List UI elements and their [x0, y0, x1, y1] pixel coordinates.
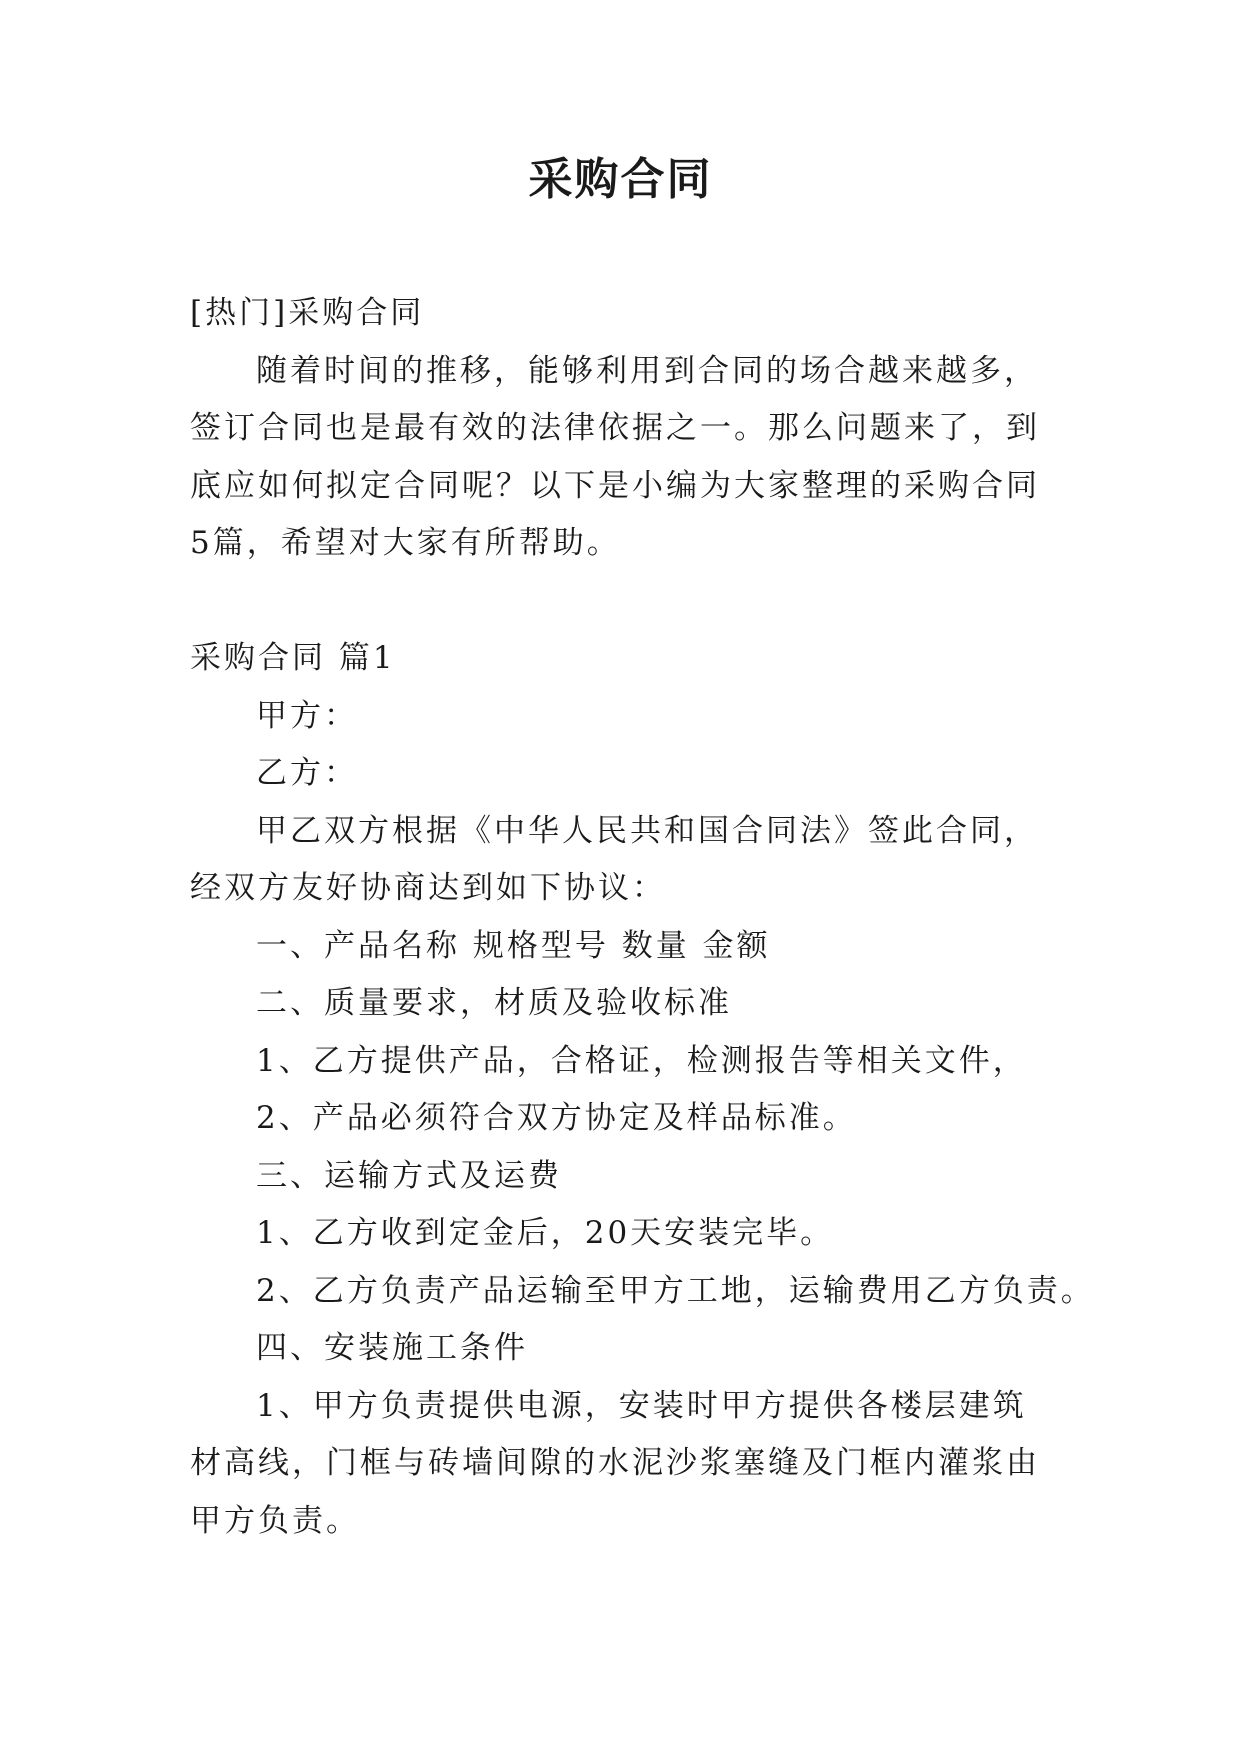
party-a-line: 甲方： — [256, 697, 358, 734]
clause-3-item-1: 1、乙方收到定金后，20天安装完毕。 — [256, 1215, 835, 1251]
tag-line: [热门]采购合同 — [190, 295, 425, 331]
preamble-paragraph: 甲乙双方根据《中华人民共和国合同法》签此合同，经双方友好协商达到如下协议： — [190, 812, 1038, 906]
document-body — [190, 285, 1095, 1550]
clause-3: 三、运输方式及运费 — [256, 1157, 562, 1194]
party-b-line: 乙方： — [256, 755, 358, 791]
clause-4: 四、安装施工条件 — [256, 1330, 528, 1366]
document-title: 采购合同 — [528, 154, 713, 205]
paragraph-gap — [190, 573, 1060, 631]
clause-2-item-2: 2、产品必须符合双方协定及样品标准。 — [256, 1100, 857, 1136]
clause-2-item-1: 1、乙方提供产品，合格证，检测报告等相关文件， — [256, 1042, 1027, 1079]
section-heading: 采购合同 篇1 — [190, 640, 396, 676]
clause-3-item-2: 2、乙方负责产品运输至甲方工地，运输费用乙方负责。 — [256, 1272, 1095, 1309]
clause-1: 一、产品名称 规格型号 数量 金额 — [256, 927, 771, 964]
clause-2: 二、质量要求，材质及验收标准 — [256, 985, 732, 1021]
intro-paragraph: 随着时间的推移，能够利用到合同的场合越来越多，签订合同也是最有效的法律依据之一。那么问题来了，到底应如何拟定合同呢？以下是小编为大家整理的采购合同5篇，希望对大家有所帮助。 — [190, 352, 1040, 561]
clause-4-item-1: 1、甲方负责提供电源，安装时甲方提供各楼层建筑材高线，门框与砖墙间隙的水泥沙浆塞缝及门框内灌浆由甲方负责。 — [190, 1387, 1040, 1539]
